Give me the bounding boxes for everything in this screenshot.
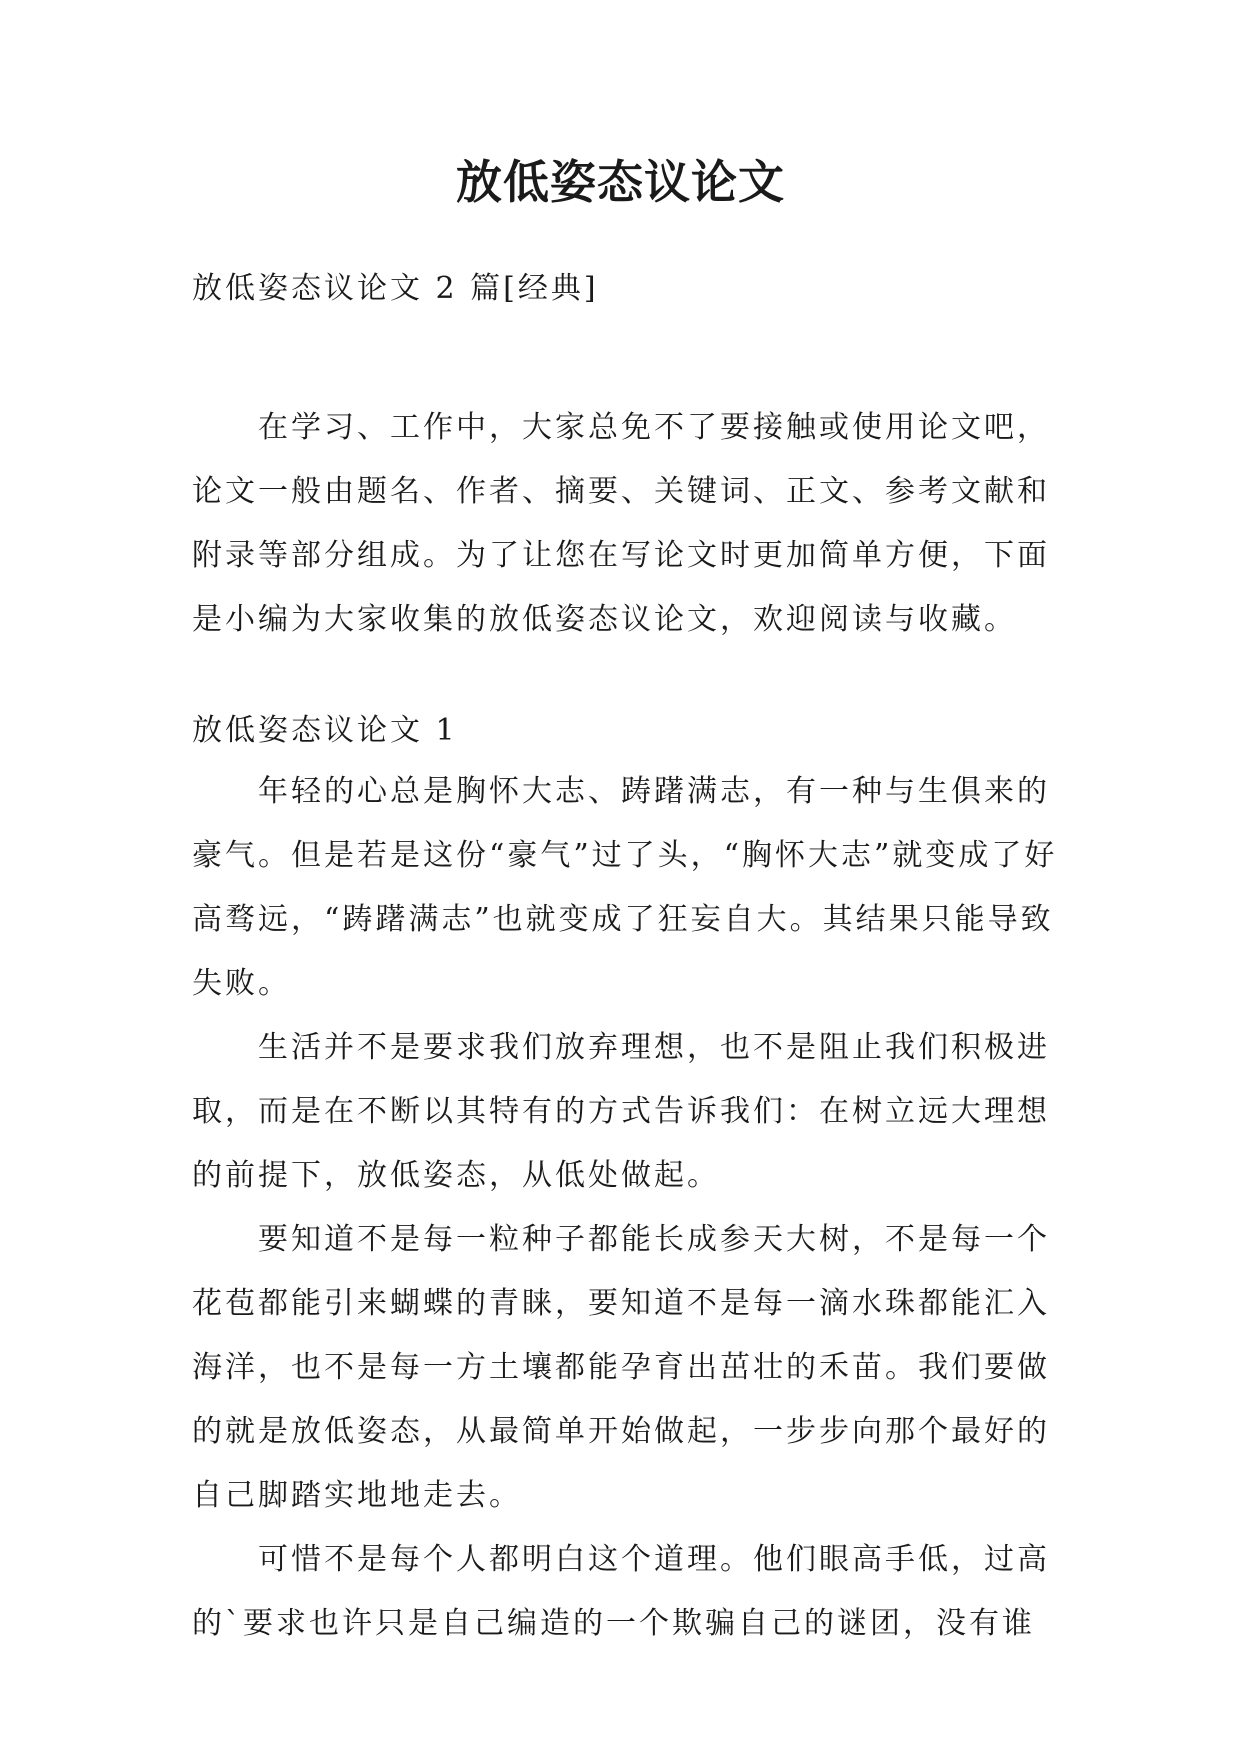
document-title: 放低姿态议论文	[456, 155, 785, 209]
body-paragraph: 年轻的心总是胸怀大志、踌躇满志，有一种与生俱来的豪气。但是若是这份“豪气”过了头，“胸怀大志”就变成了好高骛远，“踌躇满志”也就变成了狂妄自大。其结果只能导致失败。	[192, 774, 1058, 1001]
section-heading: 放低姿态议论文 1	[192, 713, 458, 748]
body-paragraph: 要知道不是每一粒种子都能长成参天大树，不是每一个花苞都能引来蝴蝶的青睐，要知道不是每一滴水珠都能汇入海洋，也不是每一方土壤都能孕育出茁壮的禾苗。我们要做的就是放低姿态，从最简单开始做起，一步步向那个最好的自己脚踏实地地走去。	[192, 1222, 1050, 1513]
body-paragraph: 可惜不是每个人都明白这个道理。他们眼高手低，过高的`要求也许只是自己编造的一个欺骗自己的谜团，没有谁	[192, 1542, 1050, 1641]
essay-body	[192, 760, 1062, 1656]
intro-paragraph: 在学习、工作中，大家总免不了要接触或使用论文吧，论文一般由题名、作者、摘要、关键词、正文、参考文献和附录等部分组成。为了让您在写论文时更加简单方便，下面是小编为大家收集的放低姿态议论文，欢迎阅读与收藏。	[192, 410, 1050, 637]
body-paragraph: 生活并不是要求我们放弃理想，也不是阻止我们积极进取，而是在不断以其特有的方式告诉我们：在树立远大理想的前提下，放低姿态，从低处做起。	[192, 1030, 1050, 1193]
document-subtitle: 放低姿态议论文 2 篇[经典]	[192, 271, 599, 306]
